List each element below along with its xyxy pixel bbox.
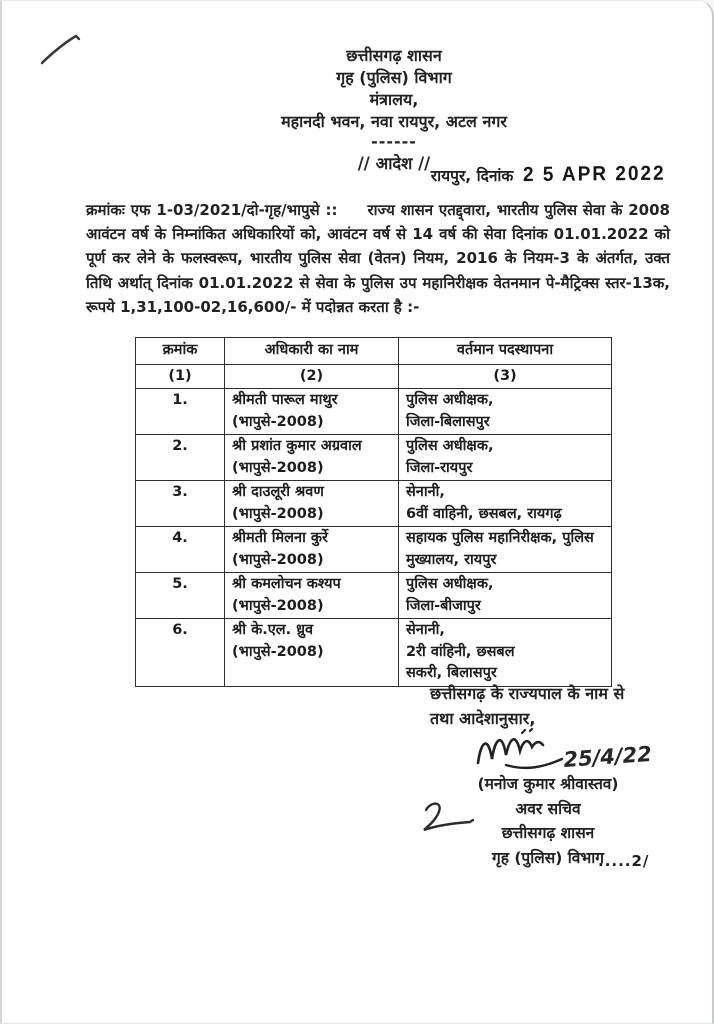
officers-table xyxy=(135,337,612,687)
signatory-department: गृह (पुलिस) विभाग xyxy=(492,848,604,867)
officer-name: श्री प्रशांत कुमार अग्रवाल xyxy=(232,438,362,454)
row-serial: 1. xyxy=(136,389,225,435)
posting-line: मुख्यालय, रायपुर xyxy=(406,551,497,568)
posting-line: जिला-बिलासपुर xyxy=(406,413,490,430)
posting-line: पुलिस अधीक्षक, xyxy=(406,392,494,408)
header-officer-name: अधिकारी का नाम xyxy=(225,338,399,365)
header-serial: क्रमांक xyxy=(136,338,225,365)
posting-line: सहायक पुलिस महानिरीक्षक, पुलिस xyxy=(406,530,594,546)
row-posting xyxy=(399,481,612,527)
column-number: (3) xyxy=(399,364,612,389)
table-row xyxy=(136,481,612,527)
row-officer xyxy=(225,619,399,687)
officer-name: श्री के.एल. ध्रुव xyxy=(232,622,314,638)
row-officer xyxy=(225,435,399,481)
table-row xyxy=(136,389,612,435)
handwritten-flourish-icon xyxy=(416,800,478,838)
row-posting xyxy=(399,527,612,573)
date-stamp: 2 5 APR 2022 xyxy=(523,162,667,187)
letterhead-address: महानदी भवन, नवा रायपुर, अटल नगर xyxy=(281,112,507,131)
table-row xyxy=(136,435,612,481)
row-posting xyxy=(399,389,612,435)
posting-line: सेनानी, xyxy=(406,484,445,500)
officer-name: श्रीमती मिलना कुर्रे xyxy=(232,530,328,546)
row-posting xyxy=(399,435,612,481)
officer-name: श्रीमती पारूल माथुर xyxy=(232,392,338,408)
letterhead-ministry: मंत्रालय, xyxy=(369,90,419,109)
posting-line: सकरी, बिलासपुर xyxy=(406,665,497,681)
officer-batch: (भापुसे-2008) xyxy=(232,551,324,568)
signatory-name: (मनोज कुमार श्रीवास्तव) xyxy=(477,775,619,793)
row-officer xyxy=(225,573,399,619)
posting-line: पुलिस अधीक्षक, xyxy=(406,438,494,454)
row-posting xyxy=(399,573,612,619)
letterhead-government: छत्तीसगढ़ शासन xyxy=(346,46,442,65)
signatory-government: छत्तीसगढ़ शासन xyxy=(501,824,595,842)
officer-batch: (भापुसे-2008) xyxy=(232,597,324,614)
posting-line: पुलिस अधीक्षक, xyxy=(406,576,494,592)
order-title: // आदेश // xyxy=(357,154,431,173)
posting-line: 2री वांहिनी, छसबल xyxy=(406,643,515,660)
row-serial: 6. xyxy=(136,619,225,687)
row-posting xyxy=(399,619,612,687)
officer-batch: (भापुसे-2008) xyxy=(232,505,324,522)
order-paragraph xyxy=(86,198,670,319)
letterhead-divider: ------ xyxy=(371,132,417,151)
posting-line: जिला-रायपुर xyxy=(406,459,473,476)
column-number: (1) xyxy=(136,364,225,389)
table-column-number-row xyxy=(136,364,612,389)
row-officer xyxy=(225,527,399,573)
table-header-row xyxy=(136,338,612,365)
table-row xyxy=(136,619,612,687)
officer-batch: (भापुसे-2008) xyxy=(232,459,324,476)
authority-line: तथा आदेशानुसार, xyxy=(430,709,536,728)
officer-name: श्री दाउलूरी श्रवण xyxy=(232,484,324,500)
posting-line: जिला-बीजापुर xyxy=(406,597,481,614)
signed-date: 25/4/22 xyxy=(562,741,653,772)
page-continuation-marker: .....2/ xyxy=(598,852,650,870)
header-current-posting: वर्तमान पदस्थापना xyxy=(399,338,612,365)
posting-line: सेनानी, xyxy=(406,622,445,638)
row-officer xyxy=(225,389,399,435)
table-row xyxy=(136,573,612,619)
officer-batch: (भापुसे-2008) xyxy=(232,643,324,660)
authority-line: छत्तीसगढ़ के राज्यपाल के नाम से xyxy=(430,684,625,703)
order-reference-number: क्रमांकः एफ 1-03/2021/दो-गृह/भापुसे :: xyxy=(86,201,338,219)
row-officer xyxy=(225,481,399,527)
dateline-place-label: रायपुर, दिनांक xyxy=(430,167,514,185)
table-row xyxy=(136,527,612,573)
letterhead-department: गृह (पुलिस) विभाग xyxy=(336,68,452,87)
officer-name: श्री कमलोचन कश्यप xyxy=(232,576,341,592)
column-number: (2) xyxy=(225,364,399,389)
letterhead xyxy=(72,45,714,175)
row-serial: 3. xyxy=(136,481,225,527)
officer-batch: (भापुसे-2008) xyxy=(232,413,324,430)
signatory-designation: अवर सचिव xyxy=(515,799,581,818)
row-serial: 4. xyxy=(136,527,225,573)
row-serial: 2. xyxy=(136,435,225,481)
dateline xyxy=(431,164,666,186)
row-serial: 5. xyxy=(136,573,225,619)
posting-line: 6वीं वाहिनी, छसबल, रायगढ़ xyxy=(406,505,562,522)
order-body-text: राज्य शासन एतद्द्वारा, भारतीय पुलिस सेवा के 2008 आवंटन वर्ष के निम्नांकित अधिकारियों को, आवंटन वर्ष से 14 वर्ष की सेवा दिनांक 01.01.2022 को पूर्ण कर लेने के फलस्वरूप, भारतीय पुलिस सेवा (वेतन) नियम, 2016 के नियम-3 के अंतर्गत, उक्त तिथि अर्थात् दिनांक 01.01.2022 से सेवा के पुलिस उप महानिरीक्षक वेतनमान पे-मैट्रिक्स स्तर-13क, रूपये 1,31,100-02,16,600/- में पदोन्नत करता है :- xyxy=(86,201,670,316)
